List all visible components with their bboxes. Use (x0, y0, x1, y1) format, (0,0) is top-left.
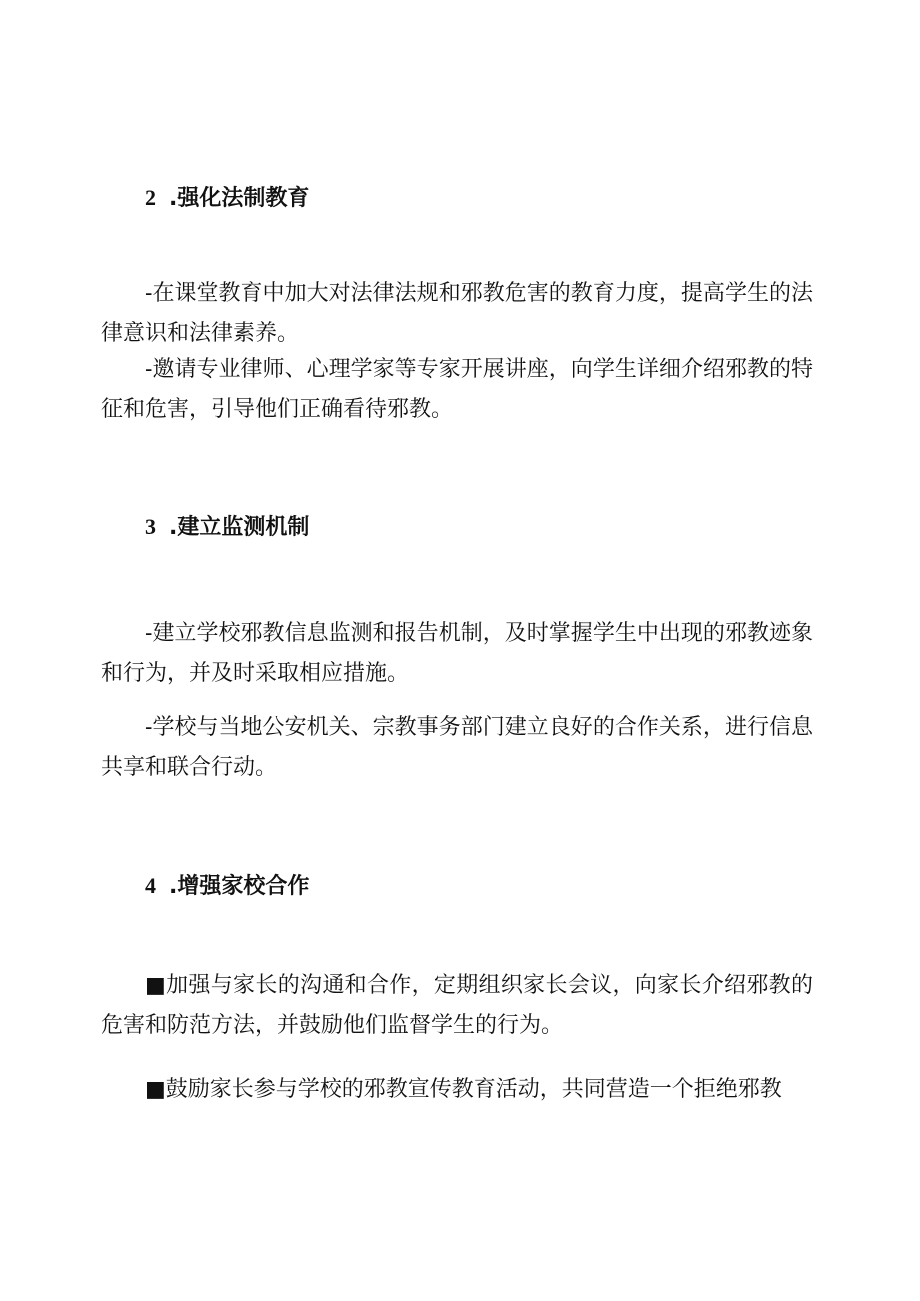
section-heading (145, 513, 309, 542)
section-title: .强化法制教育 (169, 186, 310, 211)
section-title: .建立监测机制 (169, 515, 310, 540)
section-number: 3 (145, 514, 156, 539)
section-heading (145, 872, 309, 901)
section-paragraph: ■加强与家长的沟通和合作，定期组织家长会议，向家长介绍邪教的危害和防范方法，并鼓励他们监督学生的行为。 (101, 973, 813, 1038)
section-title: .增强家校合作 (169, 874, 310, 899)
section-paragraph: -建立学校邪教信息监测和报告机制，及时掌握学生中出现的邪教迹象和行为，并及时采取相应措施。 (101, 621, 813, 686)
section-paragraph: -学校与当地公安机关、宗教事务部门建立良好的合作关系，进行信息共享和联合行动。 (101, 715, 813, 780)
section-paragraph: -邀请专业律师、心理学家等专家开展讲座，向学生详细介绍邪教的特征和危害，引导他们正确看待邪教。 (101, 357, 813, 422)
section-heading (145, 184, 309, 213)
section-number: 2 (145, 185, 156, 210)
section-number: 4 (145, 873, 156, 898)
section-paragraph: -在课堂教育中加大对法律法规和邪教危害的教育力度，提高学生的法律意识和法律素养。 (101, 281, 813, 346)
section-paragraph: ■鼓励家长参与学校的邪教宣传教育活动，共同营造一个拒绝邪教 (145, 1077, 782, 1102)
